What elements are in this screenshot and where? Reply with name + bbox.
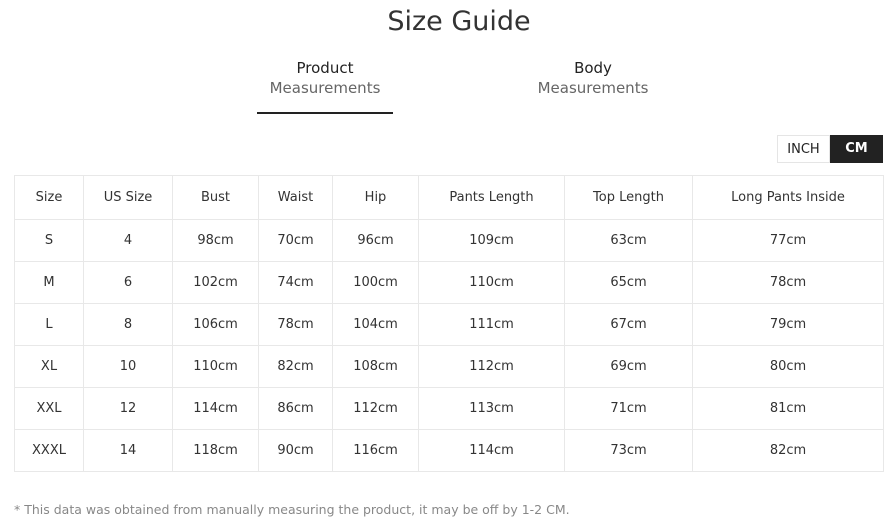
table-cell: 4 [84, 220, 173, 262]
tab-label-line1: Body [574, 59, 612, 77]
table-cell: 81cm [693, 388, 884, 430]
tab-body-measurements[interactable] [525, 58, 661, 98]
table-cell: 108cm [333, 346, 419, 388]
table-cell: 112cm [333, 388, 419, 430]
table-cell: 106cm [173, 304, 259, 346]
size-table [14, 175, 884, 472]
column-header: US Size [84, 176, 173, 220]
table-cell: 116cm [333, 430, 419, 472]
table-cell: 71cm [565, 388, 693, 430]
table-cell: 63cm [565, 220, 693, 262]
table-row [15, 430, 884, 472]
column-header: Bust [173, 176, 259, 220]
table-row [15, 220, 884, 262]
table-header-row [15, 176, 884, 220]
table-cell: 77cm [693, 220, 884, 262]
table-cell: 82cm [259, 346, 333, 388]
column-header: Top Length [565, 176, 693, 220]
table-cell: 80cm [693, 346, 884, 388]
table-cell: 110cm [173, 346, 259, 388]
table-cell: 102cm [173, 262, 259, 304]
column-header: Hip [333, 176, 419, 220]
table-cell: S [15, 220, 84, 262]
page-title: Size Guide [387, 6, 531, 37]
table-cell: 86cm [259, 388, 333, 430]
table-cell: 96cm [333, 220, 419, 262]
measurement-footnote: * This data was obtained from manually measuring the product, it may be off by 1-2 CM. [14, 502, 570, 517]
table-cell: 104cm [333, 304, 419, 346]
table-cell: 6 [84, 262, 173, 304]
table-row [15, 262, 884, 304]
table-cell: 110cm [419, 262, 565, 304]
tab-label-line1: Product [296, 59, 354, 77]
table-cell: 65cm [565, 262, 693, 304]
table-cell: XXL [15, 388, 84, 430]
table-cell: 90cm [259, 430, 333, 472]
table-cell: 14 [84, 430, 173, 472]
table-cell: 113cm [419, 388, 565, 430]
measurement-tabs [0, 58, 892, 118]
unit-toggle [777, 135, 883, 163]
table-cell: 70cm [259, 220, 333, 262]
table-cell: 114cm [419, 430, 565, 472]
cm-button[interactable]: CM [830, 135, 883, 163]
table-cell: 100cm [333, 262, 419, 304]
tab-label-line2: Measurements [269, 79, 381, 97]
table-cell: 10 [84, 346, 173, 388]
table-cell: M [15, 262, 84, 304]
table-cell: 109cm [419, 220, 565, 262]
table-cell: 8 [84, 304, 173, 346]
column-header: Size [15, 176, 84, 220]
table-cell: 69cm [565, 346, 693, 388]
table-cell: 79cm [693, 304, 884, 346]
table-cell: 82cm [693, 430, 884, 472]
table-cell: 78cm [693, 262, 884, 304]
tab-label-line2: Measurements [537, 79, 649, 97]
table-cell: L [15, 304, 84, 346]
column-header: Long Pants Inside [693, 176, 884, 220]
table-cell: 112cm [419, 346, 565, 388]
table-cell: 111cm [419, 304, 565, 346]
table-cell: 114cm [173, 388, 259, 430]
tab-product-measurements[interactable] [257, 58, 393, 114]
table-row [15, 388, 884, 430]
table-row [15, 346, 884, 388]
table-cell: 78cm [259, 304, 333, 346]
column-header: Pants Length [419, 176, 565, 220]
table-cell: 67cm [565, 304, 693, 346]
table-cell: 118cm [173, 430, 259, 472]
table-cell: 74cm [259, 262, 333, 304]
table-row [15, 304, 884, 346]
column-header: Waist [259, 176, 333, 220]
table-cell: XXXL [15, 430, 84, 472]
table-cell: 73cm [565, 430, 693, 472]
inch-button[interactable]: INCH [777, 135, 830, 163]
table-cell: 98cm [173, 220, 259, 262]
table-cell: 12 [84, 388, 173, 430]
table-cell: XL [15, 346, 84, 388]
